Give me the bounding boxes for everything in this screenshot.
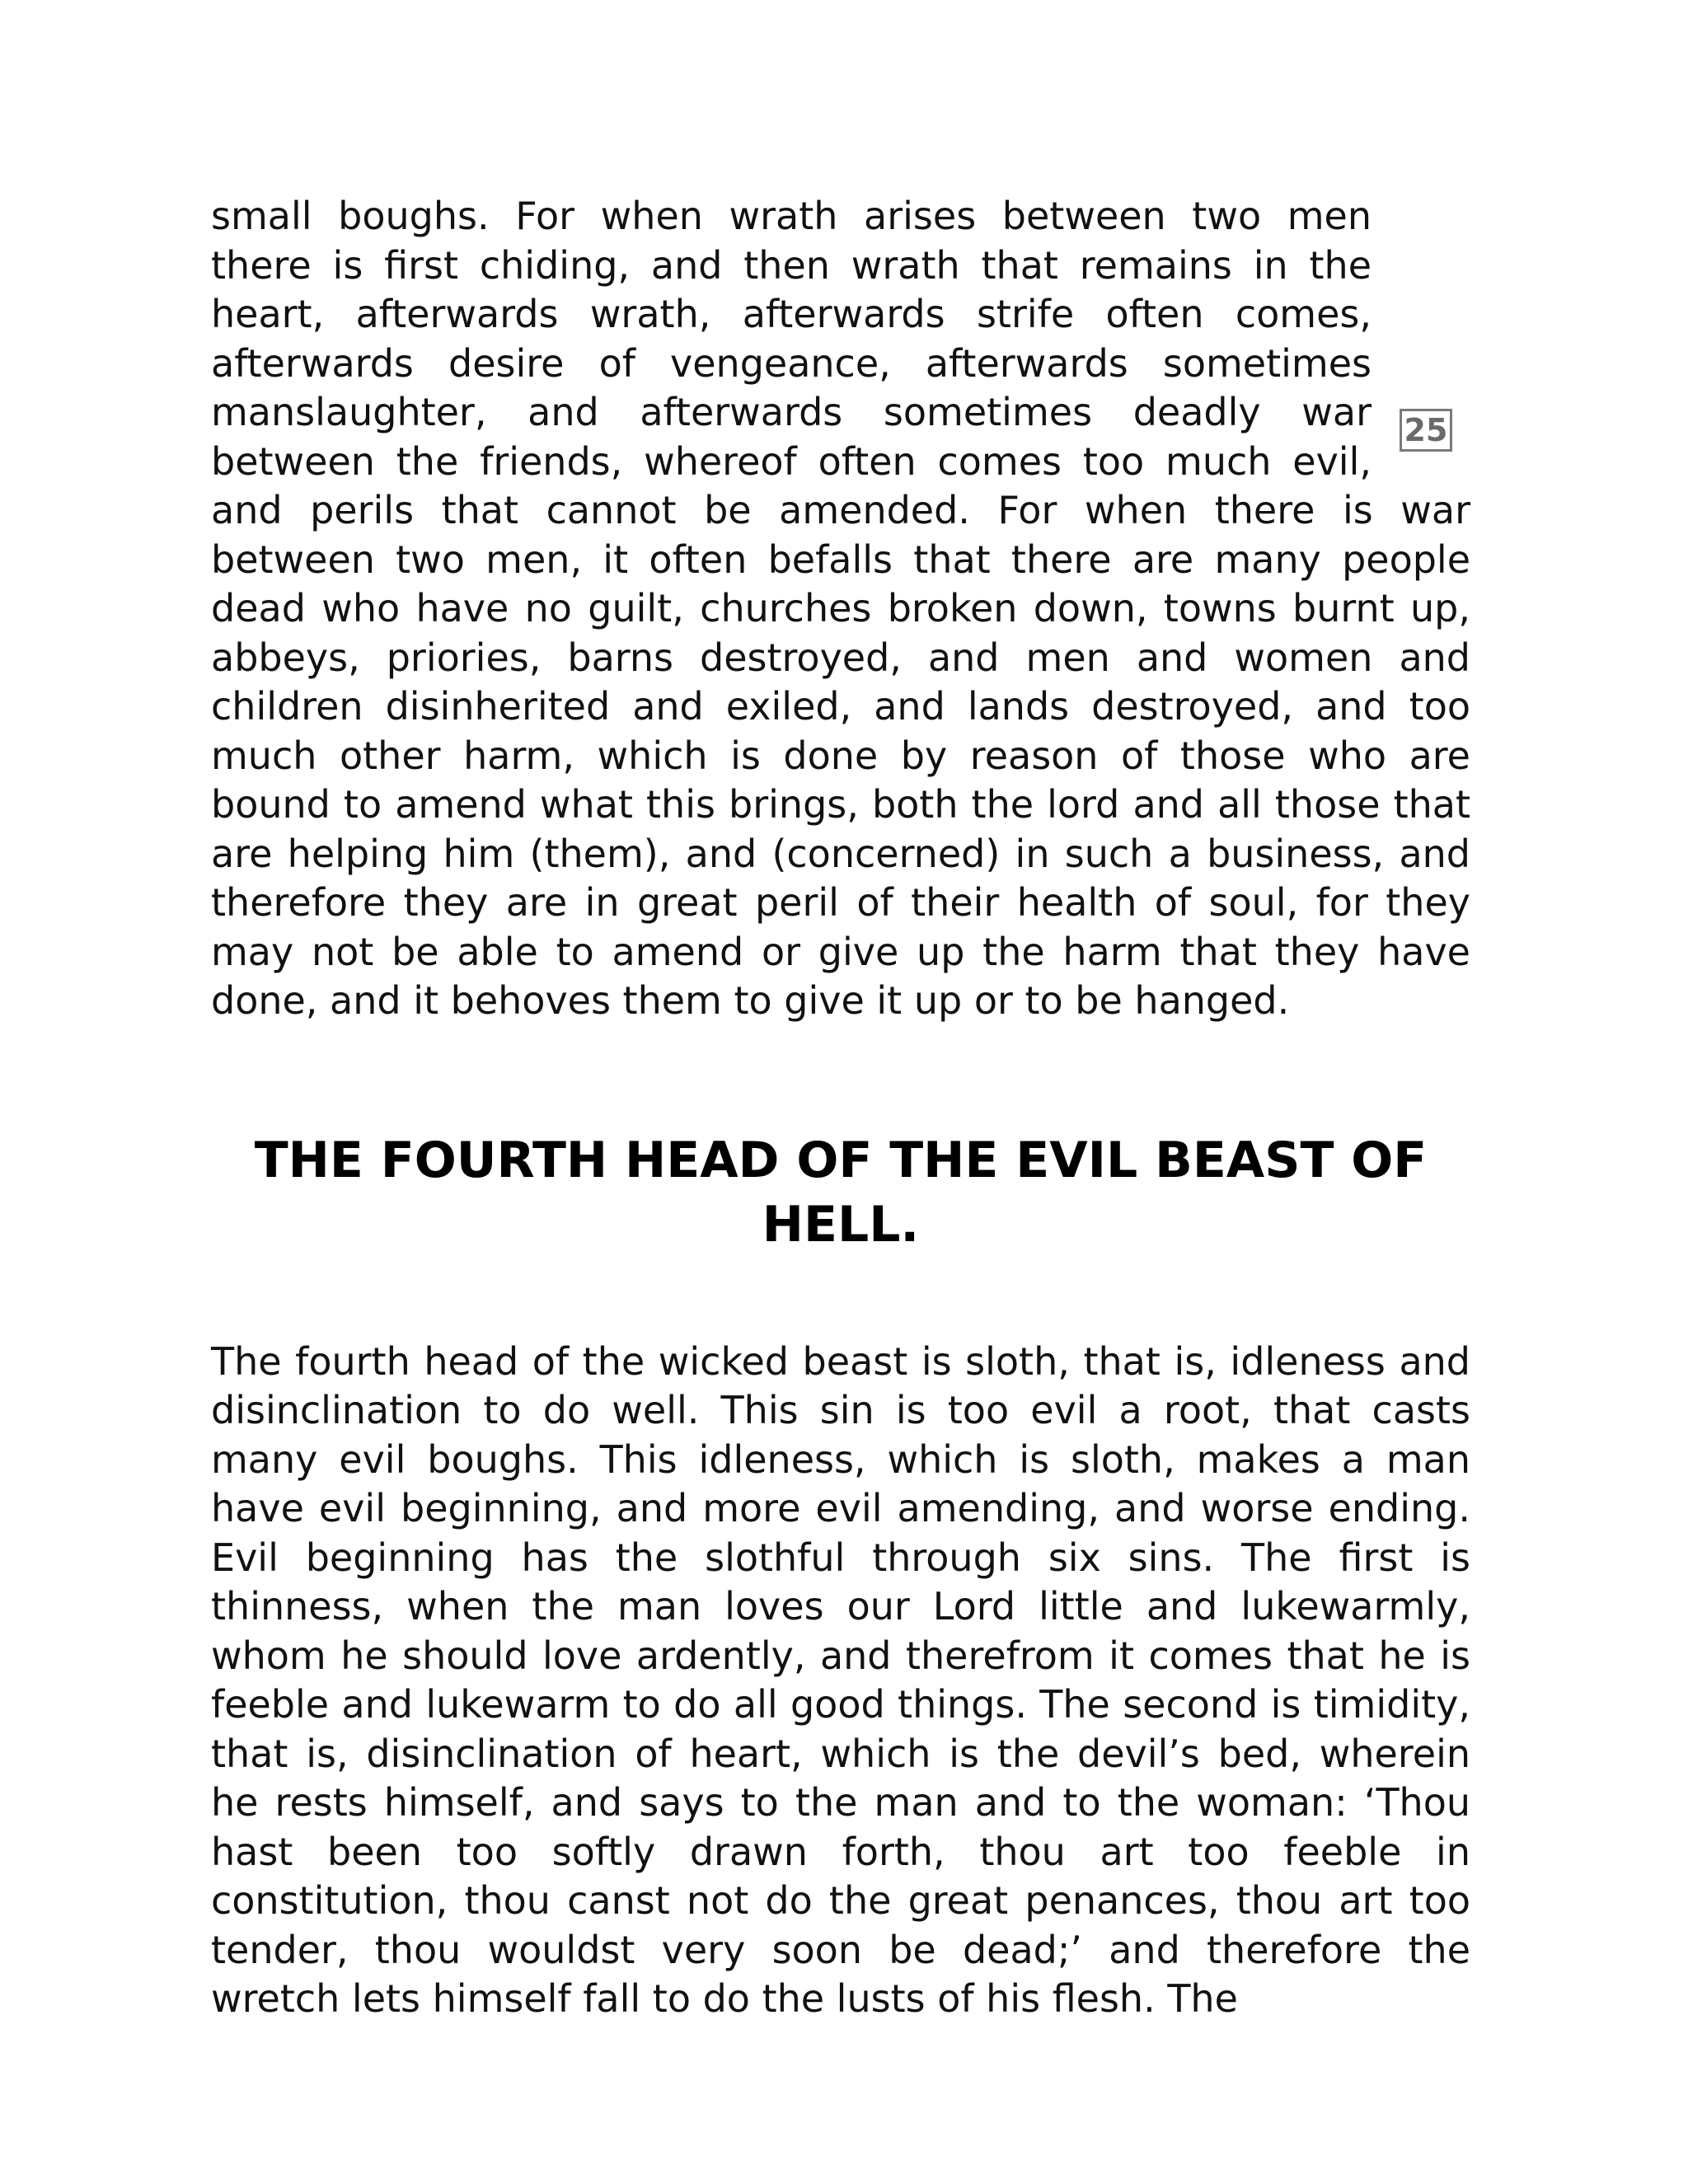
paragraph-sloth: The fourth head of the wicked beast is sloth, that is, idleness and disinclination to do well. This sin is too evil a root, that casts many evil boughs. This idleness, which is sloth, makes a man have evil beginning, and more evil amending, and worse ending. Evil beginning has the slothful through six sins. The first is thinness, when the man loves our Lord little and lukewarmly, whom he should love ardently, and therefrom it comes that he is feeble and lukewarm to do all good things. The second is timidity, that is, disinclination of heart, which is the devil’s bed, wherein he rests himself, and says to the man and to the woman: ‘Thou hast been too softly drawn forth, thou art too feeble in constitution, thou canst not do the great penances, thou art too tender, thou wouldst very soon be dead;’ and therefore the wretch lets himself fall to do the lusts of his flesh. The	[211, 1338, 1470, 2021]
section-heading: THE FOURTH HEAD OF THE EVIL BEAST OF HELL.	[254, 1131, 1428, 1254]
paragraph-text: small boughs. For when wrath arises between two men there is first chiding, and then wrath that remains in the heart, afterwards wrath, afterwards strife often comes, afterwards desire of vengeance, afterwards sometimes manslaughter, and afterwards sometimes deadly war between the friends, whereof often comes too much evil, and perils that cannot be amended. For when there is war between two men, it often befalls that there are many people dead who have no guilt, churches broken down, towns burnt up, abbeys, priories, barns destroyed, and men and women and children disinherited and exiled, and lands destroyed, and too much other harm, which is done by reason of those who are bound to amend what this brings, both the lord and all those that are helping him (them), and (concerned) in such a business, and therefore they are in great peril of their health of soul, for they may not be able to amend or give up the harm that they have done, and it behoves them to give it up or to be hanged.	[211, 194, 1470, 1023]
paragraph-wrath	[211, 192, 1470, 1026]
page-number-badge: 25	[1400, 409, 1452, 452]
document-page	[211, 192, 1470, 2024]
